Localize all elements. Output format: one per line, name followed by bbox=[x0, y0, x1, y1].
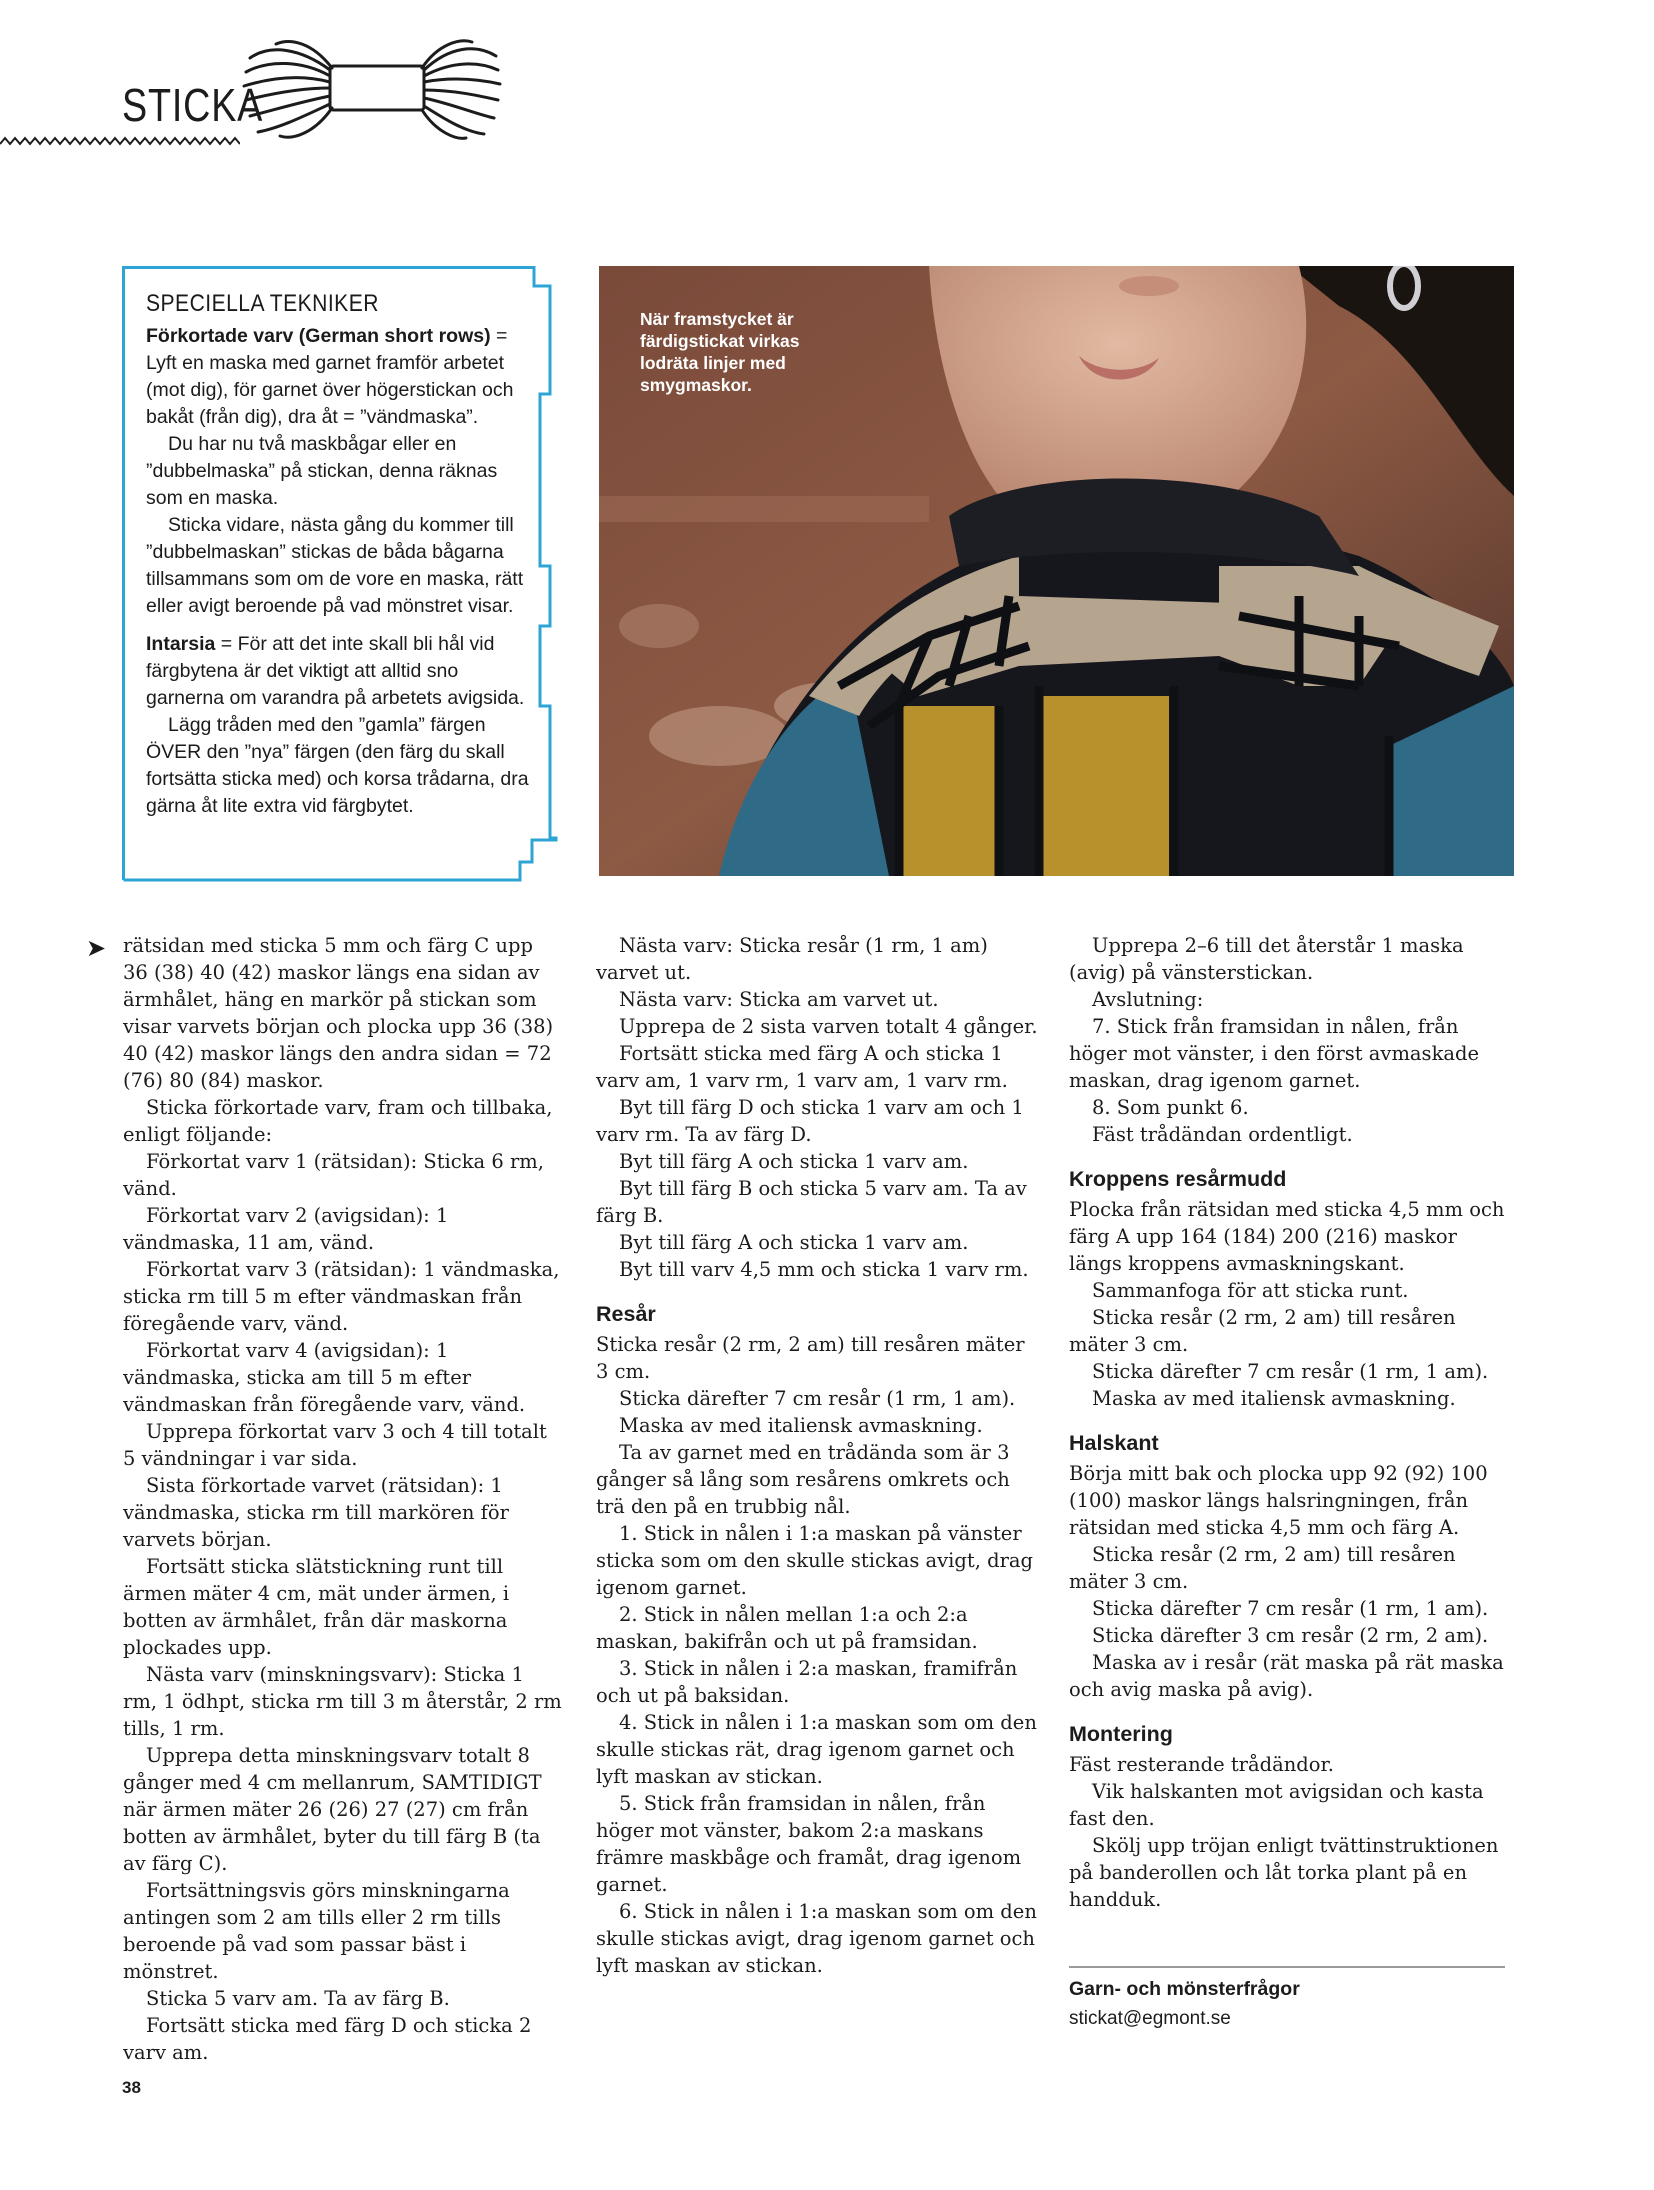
col1-paragraph: Sticka 5 varv am. Ta av färg B. bbox=[146, 1987, 450, 2010]
col2-paragraph: 2. Stick in nålen mellan 1:a och 2:a maskan, bakifrån och ut på framsidan. bbox=[596, 1603, 978, 1653]
col3-paragraph: Fäst trådändan ordentligt. bbox=[1092, 1123, 1353, 1146]
col3-paragraph: Fäst resterande trådändor. bbox=[1069, 1753, 1334, 1776]
col2-paragraph: Byt till färg A och sticka 1 varv am. bbox=[619, 1231, 969, 1254]
short-rows-paragraph-2: Du har nu två maskbågar eller en ”dubbelmaska” på stickan, denna räknas som en maska. bbox=[146, 433, 498, 509]
col3-paragraph: 7. Stick från framsidan in nålen, från höger mot vänster, i den först avmaskade maskan, drag igenom garnet. bbox=[1069, 1015, 1480, 1092]
col3-paragraph: Sticka därefter 7 cm resår (1 rm, 1 am). bbox=[1092, 1360, 1489, 1383]
col3-paragraph: Maska av i resår (rät maska på rät maska och avig maska på avig). bbox=[1069, 1651, 1504, 1701]
col3-paragraph: Sticka resår (2 rm, 2 am) till resåren mäter 3 cm. bbox=[1069, 1543, 1456, 1593]
intarsia-paragraph-2: Lägg tråden med den ”gamla” färgen ÖVER den ”nya” färgen (den färg du skall fortsätta sticka med) och korsa trådarna, dra gärna åt lite extra vid färgbytet. bbox=[146, 714, 529, 817]
col1-paragraph: Upprepa detta minskningsvarv totalt 8 gånger med 4 cm mellanrum, SAMTIDIGT när ärmen mäter 26 (26) 27 (27) cm från botten av ärmhålet, byter du till färg B (ta av färg C). bbox=[123, 1744, 542, 1875]
heading-body-ribbing: Kroppens resårmudd bbox=[1069, 1167, 1287, 1191]
col3-paragraph: Sticka resår (2 rm, 2 am) till resåren mäter 3 cm. bbox=[1069, 1306, 1456, 1356]
col3-paragraph: Plocka från rätsidan med sticka 4,5 mm och färg A upp 164 (184) 200 (216) maskor längs kroppens avmaskningskant. bbox=[1069, 1198, 1505, 1275]
short-rows-term: Förkortade varv (German short rows) bbox=[146, 325, 491, 347]
intarsia-term: Intarsia bbox=[146, 633, 216, 655]
techniques-title: SPECIELLA TEKNIKER bbox=[146, 290, 379, 317]
col2-paragraph: Maska av med italiensk avmaskning. bbox=[619, 1414, 983, 1437]
contact-divider bbox=[1069, 1966, 1505, 1968]
short-rows-paragraph-3: Sticka vidare, nästa gång du kommer till ”dubbelmaskan” stickas de båda bågarna tillsammans som om de vore en maska, rätt eller avigt beroende på vad mönstret visar. bbox=[146, 514, 524, 617]
heading-assembly: Montering bbox=[1069, 1722, 1173, 1746]
col1-paragraph: Fortsätt sticka slätstickning runt till ärmen mäter 4 cm, mät under ärmen, i botten av ärmhålet, från där maskorna plockades upp. bbox=[123, 1555, 510, 1659]
heading-resar: Resår bbox=[596, 1302, 656, 1326]
col2-paragraph: Sticka därefter 7 cm resår (1 rm, 1 am). bbox=[619, 1387, 1016, 1410]
col3-paragraph: Avslutning: bbox=[1092, 988, 1204, 1011]
col2-paragraph: Byt till färg D och sticka 1 varv am och 1 varv rm. Ta av färg D. bbox=[596, 1096, 1024, 1146]
column-3 bbox=[1069, 932, 1514, 1913]
col3-paragraph: Sticka därefter 3 cm resår (2 rm, 2 am). bbox=[1092, 1624, 1489, 1647]
section-title: STICKA bbox=[122, 79, 264, 131]
col2-paragraph: Upprepa de 2 sista varven totalt 4 gånger. bbox=[619, 1015, 1038, 1038]
zigzag-rule bbox=[0, 134, 240, 148]
col2-paragraph: Byt till färg B och sticka 5 varv am. Ta av färg B. bbox=[596, 1177, 1027, 1227]
col3-paragraph: Sammanfoga för att sticka runt. bbox=[1092, 1279, 1409, 1302]
col2-paragraph: 1. Stick in nålen i 1:a maskan på vänster sticka som om den skulle stickas avigt, drag igenom garnet. bbox=[596, 1522, 1034, 1599]
continued-arrow-icon: ➤ bbox=[86, 935, 107, 962]
col2-paragraph: 3. Stick in nålen i 2:a maskan, framifrån och ut på baksidan. bbox=[596, 1657, 1018, 1707]
col2-paragraph: Sticka resår (2 rm, 2 am) till resåren mäter 3 cm. bbox=[596, 1333, 1025, 1383]
col2-paragraph: Ta av garnet med en trådända som är 3 gånger så lång som resårens omkrets och trä den på en trubbig nål. bbox=[596, 1441, 1010, 1518]
col2-paragraph: 5. Stick från framsidan in nålen, från höger mot vänster, bakom 2:a maskans främre maskbåge och framåt, drag igenom garnet. bbox=[596, 1792, 1022, 1896]
col3-paragraph: Börja mitt bak och plocka upp 92 (92) 100 (100) maskor längs halsringningen, från rätsidan med sticka 4,5 mm och färg A. bbox=[1069, 1462, 1488, 1539]
col3-paragraph: Sticka därefter 7 cm resår (1 rm, 1 am). bbox=[1092, 1597, 1489, 1620]
col3-paragraph: Skölj upp tröjan enligt tvättinstruktionen på banderollen och låt torka plant på en handduk. bbox=[1069, 1834, 1499, 1911]
col1-paragraph: Fortsättningsvis görs minskningarna antingen som 2 am tills eller 2 rm tills beroende på vad som passar bäst i mönstret. bbox=[123, 1879, 510, 1983]
page-number: 38 bbox=[122, 2078, 141, 2097]
col2-paragraph: Byt till färg A och sticka 1 varv am. bbox=[619, 1150, 969, 1173]
col1-paragraph: Förkortat varv 3 (rätsidan): 1 vändmaska, sticka rm till 5 m efter vändmaskan från föregående varv, vänd. bbox=[123, 1258, 560, 1335]
col2-paragraph: Nästa varv: Sticka am varvet ut. bbox=[619, 988, 939, 1011]
techniques-box bbox=[146, 290, 536, 820]
col1-paragraph: Sticka förkortade varv, fram och tillbaka, enligt följande: bbox=[123, 1096, 553, 1146]
col2-paragraph: Byt till varv 4,5 mm och sticka 1 varv rm. bbox=[619, 1258, 1029, 1281]
col3-paragraph: Upprepa 2–6 till det återstår 1 maska (avig) på vänsterstickan. bbox=[1069, 934, 1464, 984]
col1-paragraph: Nästa varv (minskningsvarv): Sticka 1 rm, 1 ödhpt, sticka rm till 3 m återstår, 2 rm tills, 1 rm. bbox=[123, 1663, 562, 1740]
col3-paragraph: 8. Som punkt 6. bbox=[1092, 1096, 1249, 1119]
contact-email-link[interactable]: stickat@egmont.se bbox=[1069, 2008, 1231, 2029]
col3-paragraph: Maska av med italiensk avmaskning. bbox=[1092, 1387, 1456, 1410]
intarsia-definition: = För att det inte skall bli hål vid färgbytena är det viktigt att alltid sno garnerna om varandra på arbetets avigsida. bbox=[146, 633, 525, 709]
col1-paragraph: Förkortat varv 1 (rätsidan): Sticka 6 rm, vänd. bbox=[123, 1150, 544, 1200]
col2-paragraph: Nästa varv: Sticka resår (1 rm, 1 am) varvet ut. bbox=[596, 934, 988, 984]
short-rows-paragraph bbox=[146, 323, 536, 431]
col2-paragraph: 6. Stick in nålen i 1:a maskan som om den skulle stickas avigt, drag igenom garnet och lyft maskan av stickan. bbox=[596, 1900, 1037, 1977]
column-1 bbox=[123, 932, 563, 2066]
heading-neckband: Halskant bbox=[1069, 1431, 1159, 1455]
intarsia-paragraph bbox=[146, 631, 536, 712]
short-rows-definition: = Lyft en maska med garnet framför arbetet (mot dig), för garnet över högerstickan och bakåt (från dig), dra åt = ”vändmaska”. bbox=[146, 325, 514, 428]
photo-caption: När framstycket är färdigstickat virkas lodräta linjer med smygmaskor. bbox=[640, 309, 800, 395]
column-2 bbox=[596, 932, 1041, 1979]
col1-paragraph: Fortsätt sticka med färg D och sticka 2 varv am. bbox=[123, 2014, 532, 2064]
yarn-skein-icon bbox=[240, 38, 502, 142]
col2-paragraph: 4. Stick in nålen i 1:a maskan som om den skulle stickas rät, drag igenom garnet och lyft maskan av stickan. bbox=[596, 1711, 1037, 1788]
contact-heading: Garn- och mönsterfrågor bbox=[1069, 1978, 1300, 2000]
col1-paragraph: rätsidan med sticka 5 mm och färg C upp 36 (38) 40 (42) maskor längs ena sidan av ärmhålet, häng en markör på stickan som visar varvets början och plocka upp 36 (38) 40 (42) maskor längs den andra sidan = 72 (76) 80 (84) maskor. bbox=[123, 934, 554, 1092]
col1-paragraph: Upprepa förkortat varv 3 och 4 till totalt 5 vändningar i var sida. bbox=[123, 1420, 547, 1470]
col1-paragraph: Förkortat varv 2 (avigsidan): 1 vändmaska, 11 am, vänd. bbox=[123, 1204, 449, 1254]
col3-paragraph: Vik halskanten mot avigsidan och kasta fast den. bbox=[1069, 1780, 1484, 1830]
col1-paragraph: Förkortat varv 4 (avigsidan): 1 vändmaska, sticka am till 5 m efter vändmaskan från föregående varv, vänd. bbox=[123, 1339, 526, 1416]
col1-paragraph: Sista förkortade varvet (rätsidan): 1 vändmaska, sticka rm till markören för varvets början. bbox=[123, 1474, 509, 1551]
col2-paragraph: Fortsätt sticka med färg A och sticka 1 varv am, 1 varv rm, 1 varv am, 1 varv rm. bbox=[596, 1042, 1008, 1092]
